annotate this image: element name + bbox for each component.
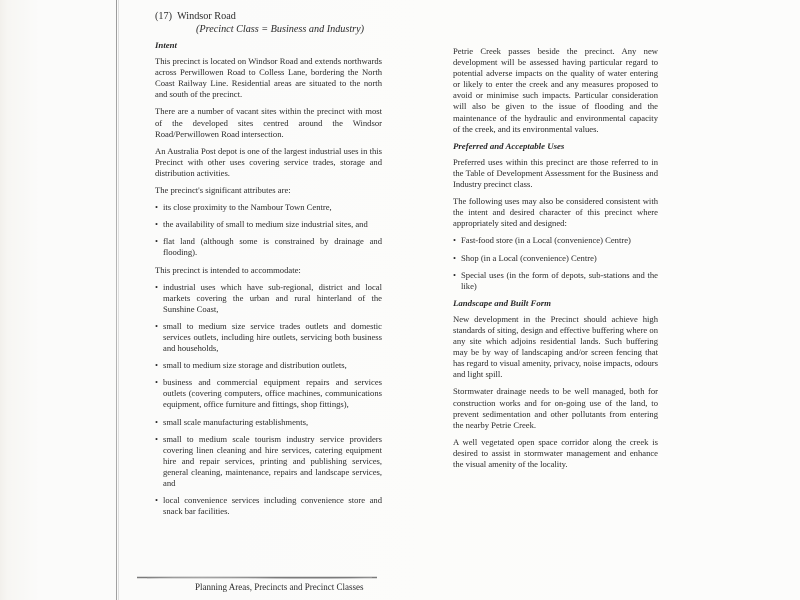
attributes-intro: The precinct's significant attributes are: xyxy=(155,185,291,196)
list-item: • small to medium size storage and distribution outlets, xyxy=(155,360,382,371)
margin-rule-shadow xyxy=(118,0,119,600)
landscape-paragraph-3: A well vegetated open space corridor along the creek is desired to assist in stormwater management and enhance the visual amenity of the locality. xyxy=(453,436,658,469)
accommodate-list xyxy=(155,282,382,518)
attributes-list xyxy=(155,202,382,258)
list-item: • local convenience services including convenience store and snack bar facilities. xyxy=(155,495,382,517)
right-column xyxy=(453,46,658,476)
intent-paragraph-3: An Australia Post depot is one of the largest industrial uses in this Precinct with other uses covering service trades, storage and distribution activities. xyxy=(155,145,382,178)
precinct-class: (Precinct Class = Business and Industry) xyxy=(196,23,365,35)
list-item: • Special uses (in the form of depots, sub-stations and the like) xyxy=(453,270,658,292)
intent-heading: Intent xyxy=(155,40,178,50)
preferred-paragraph-2: The following uses may also be considered consistent with the intent and desired character of this precinct where appropriately sited and designed: xyxy=(453,196,658,229)
list-item: • business and commercial equipment repairs and services outlets (covering computers, office machines, communications equipment, office furniture and fittings, shop fittings), xyxy=(155,377,382,410)
list-item: • Fast-food store (in a Local (convenience) Centre) xyxy=(453,235,658,246)
intent-paragraph-2: There are a number of vacant sites within the precinct with most of the developed sites centred around the Windsor Road/Perwillowen Road intersection. xyxy=(155,106,382,139)
margin-rule xyxy=(116,0,117,600)
precinct-title xyxy=(155,11,382,24)
accommodate-intro: This precinct is intended to accommodate: xyxy=(155,264,301,275)
precinct-number: (17) xyxy=(155,11,172,22)
footer-caption: Planning Areas, Precincts and Precinct Classes xyxy=(195,582,364,592)
left-column xyxy=(155,11,382,523)
list-item: • Shop (in a Local (convenience) Centre) xyxy=(453,253,658,264)
list-item: • small scale manufacturing establishments, xyxy=(155,417,382,428)
creek-paragraph: Petrie Creek passes beside the precinct. Any new development will be assessed having particular regard to potential adverse impacts on the quality of water entering or likely to enter the creek and any measures proposed to avoid or minimise such impacts. Particular consideration will also be given to the issue of flooding and the maintenance of the hydraulic and environmental capacity of the creek, and its environmental values. xyxy=(453,46,658,134)
list-item: • its close proximity to the Nambour Town Centre, xyxy=(155,202,382,213)
intent-paragraph-1: This precinct is located on Windsor Road and extends northwards across Perwillowen Road to Colless Lane, bordering the North Coast Railway Line. Residential areas are situated to the north and south of the precinct. xyxy=(155,56,382,100)
list-item: • industrial uses which have sub-regional, district and local markets covering the urban and rural hinterland of the Sunshine Coast, xyxy=(155,282,382,315)
list-item: • small to medium size service trades outlets and domestic services outlets, including hire outlets, servicing both business and households, xyxy=(155,321,382,354)
landscape-paragraph-2: Stormwater drainage needs to be well managed, both for construction works and for on-going use of the land, to prevent sedimentation and other pollutants from entering the nearby Petrie Creek. xyxy=(453,386,658,430)
landscape-heading: Landscape and Built Form xyxy=(453,297,552,308)
landscape-paragraph-1: New development in the Precinct should achieve high standards of siting, design and effective buffering where on any site which adjoins residential lands. Such buffering may be by way of landscaping and/or screen fencing that has regard to visual amenity, privacy, noise impacts, odours and light spill. xyxy=(453,313,658,380)
list-item: • small to medium scale tourism industry service providers covering linen cleaning and hire services, catering equipment hire and repair services, printing and publishing services, general cleaning, maintenance, repairs and landscape services, and xyxy=(155,434,382,489)
footer-rule xyxy=(137,576,377,579)
precinct-name: Windsor Road xyxy=(177,11,236,22)
list-item: • the availability of small to medium size industrial sites, and xyxy=(155,219,382,230)
preferred-uses-heading: Preferred and Acceptable Uses xyxy=(453,140,565,151)
preferred-paragraph-1: Preferred uses within this precinct are those referred to in the Table of Development Assessment for the Business and Industry precinct class. xyxy=(453,156,658,190)
consistent-uses-list xyxy=(453,235,658,291)
list-item: • flat land (although some is constrained by drainage and flooding). xyxy=(155,236,382,258)
